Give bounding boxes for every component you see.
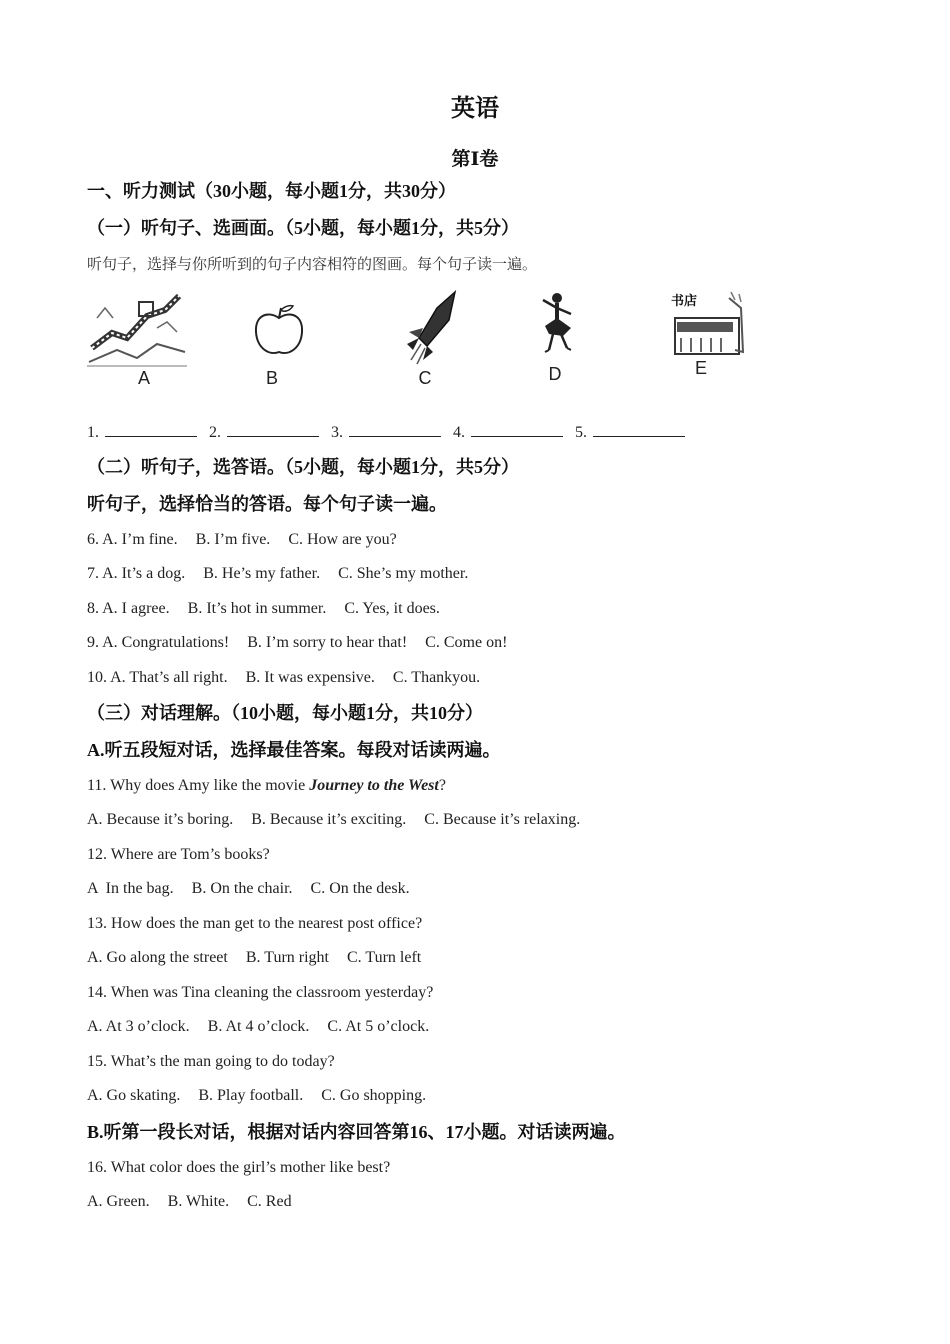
option-c: C. Thankyou. (392, 669, 481, 686)
question-16-options (87, 1191, 292, 1213)
option-c: C. Go shopping. (321, 1087, 427, 1104)
question-10 (87, 667, 480, 689)
question-8 (87, 598, 440, 620)
great-wall-icon (87, 288, 187, 368)
option-c: C. On the desk. (310, 880, 410, 897)
question-12-options (87, 878, 410, 900)
section2-instruction: 听句子，选择恰当的答语。每个句子读一遍。 (87, 494, 447, 514)
option-b: B. Because it’s exciting. (251, 811, 407, 828)
answer-blank-5[interactable] (593, 422, 685, 437)
option-b: B. Play football. (198, 1087, 304, 1104)
section3-part-b-instruction: B.听第一段长对话，根据对话内容回答第16、17小题。对话读两遍。 (87, 1122, 626, 1142)
option-b: B. Turn right (245, 949, 329, 966)
picture-label: B (265, 368, 278, 388)
option-c: C. Turn left (347, 949, 422, 966)
option-a: A. Because it’s boring. (87, 811, 234, 828)
volume-subtitle: 第Ⅰ卷 (451, 149, 499, 170)
stem-text: 11. Why does Amy like the movie (87, 777, 310, 794)
section1-heading: （一）听句子、选画面。（5小题，每小题1分，共5分） (87, 218, 519, 238)
option-c: C. How are you? (288, 531, 397, 548)
picture-label: C (418, 368, 432, 388)
answer-number: 4. (453, 424, 465, 441)
apple-icon (249, 288, 309, 368)
option-a: A. At 3 o’clock. (87, 1018, 190, 1035)
option-a: A. Go along the street (87, 949, 228, 966)
question-11-options (87, 809, 580, 831)
picture-b (249, 288, 349, 398)
option-c: C. Come on! (425, 634, 508, 651)
option-b: B. I’m sorry to hear that! (247, 634, 408, 651)
option-a: 9. A. Congratulations! (87, 634, 230, 651)
picture-label: D (548, 364, 562, 384)
option-b: B. He’s my father. (203, 565, 321, 582)
question-9 (87, 632, 507, 654)
option-c: C. Red (247, 1193, 292, 1210)
picture-label: E (694, 358, 707, 378)
option-a: A. Go skating. (87, 1087, 181, 1104)
part1-heading: 一、听力测试（30小题，每小题1分，共30分） (87, 181, 456, 201)
option-a: 6. A. I’m fine. (87, 531, 178, 548)
option-b: B. On the chair. (191, 880, 293, 897)
option-a: 10. A. That’s all right. (87, 669, 228, 686)
question-14-options (87, 1016, 429, 1038)
option-a: 7. A. It’s a dog. (87, 565, 186, 582)
dancer-icon (527, 288, 587, 364)
option-c: C. Because it’s relaxing. (424, 811, 581, 828)
answer-number: 3. (331, 424, 343, 441)
picture-d (527, 288, 627, 398)
option-c: C. She’s my mother. (338, 565, 469, 582)
option-a: A In the bag. (87, 880, 174, 897)
question-11-stem (87, 775, 446, 797)
section1-instruction: 听句子，选择与你所听到的句子内容相符的图画。每个句子读一遍。 (87, 257, 538, 273)
picture-e (669, 288, 769, 398)
option-c: C. At 5 o’clock. (327, 1018, 430, 1035)
picture-c (397, 288, 497, 398)
answer-blank-1[interactable] (105, 422, 197, 437)
picture-options (87, 288, 787, 398)
option-b: B. At 4 o’clock. (207, 1018, 310, 1035)
movie-title: Journey to the West (309, 777, 439, 794)
rocket-icon (397, 288, 467, 368)
page-title: 英语 (451, 96, 499, 122)
question-14-stem: 14. When was Tina cleaning the classroom yesterday? (87, 984, 434, 1001)
answer-blank-3[interactable] (349, 422, 441, 437)
option-b: B. I’m five. (195, 531, 271, 548)
question-15-options (87, 1085, 426, 1107)
question-12-stem: 12. Where are Tom’s books? (87, 846, 270, 863)
section2-heading: （二）听句子，选答语。（5小题，每小题1分，共5分） (87, 457, 519, 477)
option-a: 8. A. I agree. (87, 600, 170, 617)
option-a: A. Green. (87, 1193, 150, 1210)
option-b: B. It was expensive. (245, 669, 375, 686)
option-c: C. Yes, it does. (344, 600, 440, 617)
option-b: B. It’s hot in summer. (187, 600, 327, 617)
answer-blank-4[interactable] (471, 422, 563, 437)
question-13-options (87, 947, 421, 969)
answer-number: 2. (209, 424, 221, 441)
question-15-stem: 15. What’s the man going to do today? (87, 1053, 335, 1070)
section3-part-a-instruction: A.听五段短对话，选择最佳答案。每段对话读两遍。 (87, 740, 501, 760)
question-7 (87, 563, 468, 585)
answer-blanks-row (87, 422, 693, 444)
stem-text: ? (438, 777, 446, 794)
question-6 (87, 529, 397, 551)
picture-label: A (137, 368, 150, 388)
option-b: B. White. (167, 1193, 230, 1210)
question-13-stem: 13. How does the man get to the nearest post office? (87, 915, 423, 932)
answer-number: 5. (575, 424, 587, 441)
question-16-stem: 16. What color does the girl’s mother like best? (87, 1159, 391, 1176)
answer-number: 1. (87, 424, 99, 441)
bookstore-sign: 书店 (671, 294, 698, 309)
answer-blank-2[interactable] (227, 422, 319, 437)
picture-a (87, 288, 187, 398)
section3-heading: （三）对话理解。（10小题，每小题1分，共10分） (87, 703, 483, 723)
